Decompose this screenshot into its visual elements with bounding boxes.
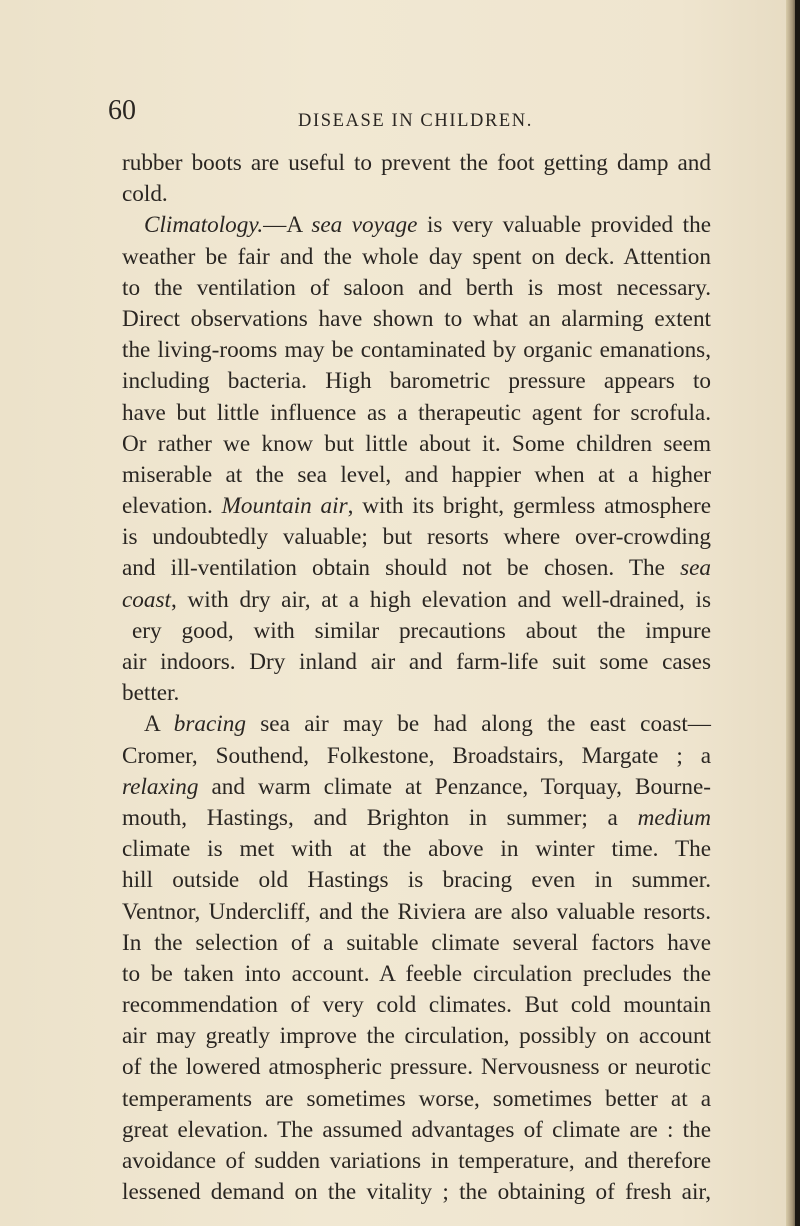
- text-run: recommendation of very cold climates. But cold mountain: [122, 992, 711, 1019]
- text-run: avoidance of sudden variations in temperature, and therefore: [122, 1148, 711, 1174]
- text-line: [122, 803, 711, 834]
- text-run: is very valuable provided the: [417, 212, 711, 239]
- italic-text: sea voyage: [311, 212, 418, 239]
- text-line: [122, 741, 711, 772]
- text-line: [122, 585, 711, 616]
- text-run: sea air may be had along the east coast—: [245, 711, 711, 738]
- text-line: [122, 273, 711, 304]
- text-line: [122, 616, 711, 647]
- text-run: Direct observations have shown to what an alarming extent: [122, 305, 711, 332]
- text-run: the living-rooms may be contaminated by organic emanations,: [122, 337, 711, 364]
- text-line: [122, 865, 711, 896]
- text-line: [122, 179, 711, 210]
- text-run: to the ventilation of saloon and berth is most necessary.: [122, 274, 711, 301]
- text-line: [122, 522, 711, 553]
- text-run: In the selection of a suitable climate several factors have: [122, 929, 711, 956]
- text-line: [122, 678, 711, 709]
- text-line: [122, 959, 711, 990]
- text-line: [122, 834, 711, 865]
- page-header: [0, 95, 786, 135]
- italic-text: sea: [680, 555, 711, 582]
- text-line: [122, 1115, 711, 1146]
- text-run: temperaments are sometimes worse, sometimes better at a: [122, 1085, 711, 1112]
- text-run: Ventnor, Undercliff, and the Riviera are also valuable resorts.: [122, 898, 711, 925]
- text-line: [122, 897, 711, 928]
- text-run: have but little influence as a therapeutic agent for scrofula.: [122, 399, 711, 426]
- italic-text: relaxing: [122, 773, 199, 800]
- text-line: [122, 928, 711, 959]
- text-line: [122, 210, 711, 241]
- text-line: [122, 398, 711, 429]
- text-run: hill outside old Hastings is bracing even in summer.: [122, 867, 711, 894]
- text-line: [122, 772, 711, 803]
- text-line: [122, 366, 711, 397]
- text-run: ery good, with similar precautions about the impure: [132, 617, 711, 644]
- italic-text: Mountain air: [221, 493, 348, 520]
- text-run: , with its bright, germless atmosphere: [347, 493, 711, 520]
- text-line: [122, 460, 711, 491]
- italic-text: bracing: [173, 711, 246, 738]
- italic-text: Climatology.: [144, 212, 264, 239]
- text-run: climate is met with at the above in winter time. The: [122, 836, 711, 863]
- text-run: great elevation. The assumed advantages of climate are : the: [122, 1116, 711, 1143]
- text-run: and warm climate at Penzance, Torquay, Bourne-: [198, 773, 711, 800]
- text-run: is undoubtedly valuable; but resorts where over-crowding: [122, 524, 711, 551]
- text-run: Cromer, Southend, Folkestone, Broadstairs, Margate ; a: [122, 742, 711, 769]
- text-run: elevation.: [122, 493, 222, 520]
- text-run: mouth, Hastings, and Brighton in summer; a: [122, 804, 638, 831]
- text-line: [122, 1052, 711, 1083]
- text-line: [122, 553, 711, 584]
- text-line: [122, 491, 711, 522]
- text-run: —A: [263, 212, 312, 239]
- text-run: lessened demand on the vitality ; the obtaining of fresh air,: [122, 1179, 711, 1206]
- page-number: 60: [108, 95, 136, 126]
- text-line: [122, 335, 711, 366]
- text-run: , with dry air, at a high elevation and well-drained, is: [170, 586, 711, 613]
- text-run: to be taken into account. A feeble circulation precludes the: [122, 960, 711, 987]
- page-binding-shadow: [795, 0, 800, 1226]
- text-line: [122, 304, 711, 335]
- text-run: A: [144, 711, 174, 738]
- italic-text: coast: [122, 586, 171, 613]
- text-run: cold.: [122, 181, 168, 208]
- text-line: [122, 148, 711, 179]
- text-run: including bacteria. High barometric pressure appears to: [122, 368, 711, 395]
- text-line: [122, 647, 711, 678]
- italic-text: medium: [637, 804, 711, 831]
- text-line: [122, 1177, 711, 1208]
- text-run: air may greatly improve the circulation, possibly on account: [122, 1023, 711, 1050]
- text-run: air indoors. Dry inland air and farm-life suit some cases: [122, 649, 711, 675]
- text-line: [122, 1021, 711, 1052]
- text-run: weather be fair and the whole day spent on deck. Attention: [122, 243, 711, 270]
- text-line: [122, 990, 711, 1021]
- text-line: [122, 709, 711, 740]
- text-run: better.: [122, 680, 180, 707]
- text-run: and ill-ventilation obtain should not be chosen. The: [122, 555, 681, 582]
- text-line: [122, 1146, 711, 1177]
- text-run: miserable at the sea level, and happier when at a higher: [122, 461, 711, 488]
- text-run: rubber boots are useful to prevent the foot getting damp and: [122, 150, 711, 176]
- text-line: [122, 429, 711, 460]
- text-run: of the lowered atmospheric pressure. Nervousness or neurotic: [122, 1054, 711, 1081]
- text-line: [122, 242, 711, 273]
- text-run: Or rather we know but little about it. Some children seem: [122, 430, 711, 457]
- text-line: [122, 1084, 711, 1115]
- body-text: [122, 148, 711, 1208]
- running-head: DISEASE IN CHILDREN.: [298, 111, 533, 131]
